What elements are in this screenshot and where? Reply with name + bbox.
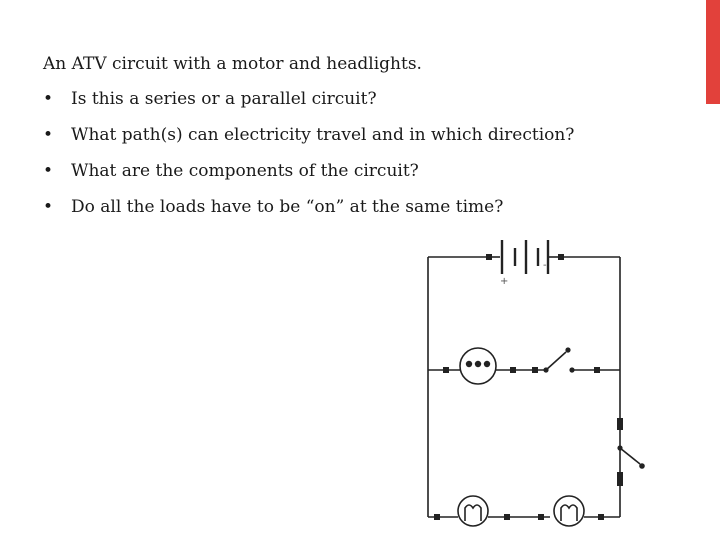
motor-switch-icon <box>543 347 574 372</box>
battery-icon <box>486 240 564 287</box>
battery-minus-label: - <box>543 260 547 271</box>
headlight-left-icon <box>458 496 488 526</box>
bullet-marker: • <box>43 89 54 109</box>
bullet-item <box>43 159 574 195</box>
bullet-list <box>43 87 574 231</box>
bullet-text: What are the components of the circuit? <box>71 161 419 181</box>
bullet-item <box>43 123 574 159</box>
slide-heading: An ATV circuit with a motor and headlights. <box>43 54 422 74</box>
bullet-text: What path(s) can electricity travel and in which direction? <box>71 125 575 145</box>
battery-plus-label: + <box>500 276 509 287</box>
accent-bar <box>706 0 720 104</box>
bullet-text: Do all the loads have to be “on” at the same time? <box>71 197 504 217</box>
bullet-item <box>43 87 574 123</box>
bullet-text: Is this a series or a parallel circuit? <box>71 89 377 109</box>
headlight-right-icon <box>554 496 584 526</box>
circuit-diagram <box>422 226 662 534</box>
bullet-marker: • <box>43 197 54 217</box>
bullet-marker: • <box>43 161 54 181</box>
headlight-switch-icon <box>617 418 645 486</box>
headlight-branch <box>428 496 620 526</box>
bullet-marker: • <box>43 125 54 145</box>
motor-branch <box>428 347 620 384</box>
